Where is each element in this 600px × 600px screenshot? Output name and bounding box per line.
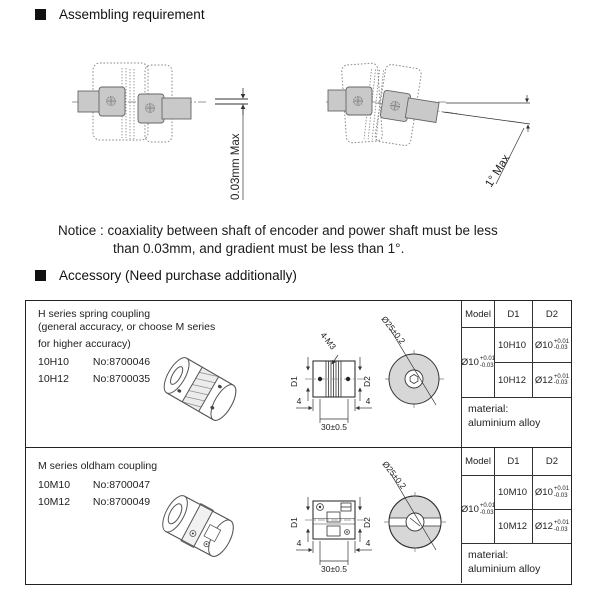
spec-model-cell: 10H12 xyxy=(495,363,533,398)
end-view xyxy=(385,329,444,408)
desc-line: M series oldham coupling xyxy=(38,460,158,472)
length-dimensions xyxy=(296,541,372,565)
coaxiality-diagram xyxy=(58,48,263,210)
model-list xyxy=(38,479,157,509)
notice-line-2: than 0.03mm, and gradient must be less than 1°. xyxy=(113,241,405,257)
accessory-table xyxy=(25,300,572,585)
h-series-spec-table xyxy=(461,301,571,447)
spec-model-cell: 10H10 xyxy=(495,328,533,363)
oldham-coupling-dimension-drawing xyxy=(284,454,462,578)
material-value: aluminium alloy xyxy=(468,562,541,575)
d1-tolerance: +0.01 -0.03 xyxy=(479,503,496,516)
oldham-coupling-3d-drawing xyxy=(146,480,251,575)
material-label: material: xyxy=(468,403,509,415)
encoder-shaft xyxy=(328,87,372,115)
offset-right-label: 4 xyxy=(365,538,371,548)
d2-diameter: Ø12 xyxy=(534,521,553,532)
d2-tolerance: +0.01 -0.03 xyxy=(553,520,570,533)
model-code: 10M12 xyxy=(38,495,71,508)
set-screw xyxy=(346,377,350,381)
length-label: 30±0.5 xyxy=(321,564,347,574)
material-value: aluminium alloy xyxy=(468,416,541,429)
spec-d2-value xyxy=(533,476,571,510)
spec-d2-value xyxy=(533,328,571,363)
model-code: 10M10 xyxy=(38,478,71,491)
accessory-heading xyxy=(35,268,297,283)
accessory-title: Accessory (Need purchase additionally) xyxy=(59,268,297,283)
offset-left-label: 4 xyxy=(296,538,302,548)
outer-diameter-label: Ø25±0.2 xyxy=(379,314,408,346)
notice-line-1: Notice : coaxiality between shaft of encoder and power shaft must be less xyxy=(58,223,498,238)
m-series-spec-table xyxy=(461,448,571,583)
desc-line: for higher accuracy) xyxy=(38,337,131,350)
spring-coupling-3d-drawing xyxy=(150,345,250,437)
spec-d2-value xyxy=(533,363,571,398)
d1-diameter: Ø10 xyxy=(460,357,479,368)
model-code: 10H10 xyxy=(38,356,69,369)
tilted-power-shaft xyxy=(380,90,440,126)
offset-left-label: 4 xyxy=(296,396,302,406)
spring-coupling-dimension-drawing xyxy=(284,311,462,435)
d2-tolerance: +0.01 -0.03 xyxy=(553,373,570,386)
spec-header-d2: D2 xyxy=(533,301,571,328)
assembling-requirement-heading xyxy=(35,7,205,22)
desc-line: (general accuracy, or choose M series xyxy=(38,320,216,333)
accessory-row-m-series xyxy=(26,447,571,583)
accessory-row-h-series xyxy=(26,301,571,447)
desc-line: H series spring coupling xyxy=(38,308,151,320)
screw-spec-label: 4-M3 xyxy=(318,330,339,352)
model-code: 10H12 xyxy=(38,373,69,386)
model-part-no: No:8700035 xyxy=(92,373,151,386)
spec-header-d1: D1 xyxy=(495,448,533,476)
spec-d2-value xyxy=(533,510,571,544)
d2-tolerance: +0.01 -0.03 xyxy=(553,338,570,351)
model-part-no: No:8700047 xyxy=(92,478,151,491)
d2-diameter: Ø10 xyxy=(534,487,553,498)
d1-diameter: Ø10 xyxy=(460,504,479,515)
spec-header-d2: D2 xyxy=(533,448,571,476)
section-bullet-icon xyxy=(35,9,46,20)
spec-header-d1: D1 xyxy=(495,301,533,328)
notice-text xyxy=(58,222,558,259)
d1-label: D1 xyxy=(289,517,299,528)
length-label: 30±0.5 xyxy=(321,422,347,432)
model-part-no: No:8700046 xyxy=(92,356,151,369)
d2-diameter: Ø10 xyxy=(534,339,553,351)
d2-diameter: Ø12 xyxy=(534,374,553,386)
d2-tolerance: +0.01 -0.03 xyxy=(553,486,570,499)
section-bullet-icon xyxy=(35,270,46,281)
length-dimensions xyxy=(296,399,372,423)
coaxiality-max-label: 0.03mm Max xyxy=(230,133,242,200)
spec-model-cell: 10M10 xyxy=(495,476,533,510)
material-label: material: xyxy=(468,549,509,561)
spec-d1-value xyxy=(462,476,495,544)
offset-right-label: 4 xyxy=(365,396,371,406)
encoder-shaft xyxy=(78,87,125,116)
assembling-requirement-title: Assembling requirement xyxy=(59,7,205,22)
spec-header-model: Model xyxy=(462,448,495,476)
model-entry xyxy=(38,479,157,492)
set-screw xyxy=(318,377,322,381)
spec-model-cell: 10M12 xyxy=(495,510,533,544)
gradient-max-label: 1° Max xyxy=(483,152,513,190)
outer-diameter-label: Ø25±0.2 xyxy=(380,459,409,491)
m-series-description xyxy=(38,460,157,508)
angle-dimension xyxy=(443,95,530,184)
material-cell xyxy=(462,544,571,583)
gradient-diagram xyxy=(318,48,548,210)
model-part-no: No:8700049 xyxy=(92,495,151,508)
end-view xyxy=(384,474,446,552)
material-cell xyxy=(462,398,571,447)
spec-header-model: Model xyxy=(462,301,495,328)
d1-label: D1 xyxy=(289,376,299,387)
spec-d1-value xyxy=(462,328,495,398)
model-entry xyxy=(38,496,157,509)
d2-label: D2 xyxy=(362,517,372,528)
d2-label: D2 xyxy=(362,376,372,387)
power-shaft xyxy=(138,94,191,123)
d1-tolerance: +0.01 -0.03 xyxy=(479,356,496,369)
